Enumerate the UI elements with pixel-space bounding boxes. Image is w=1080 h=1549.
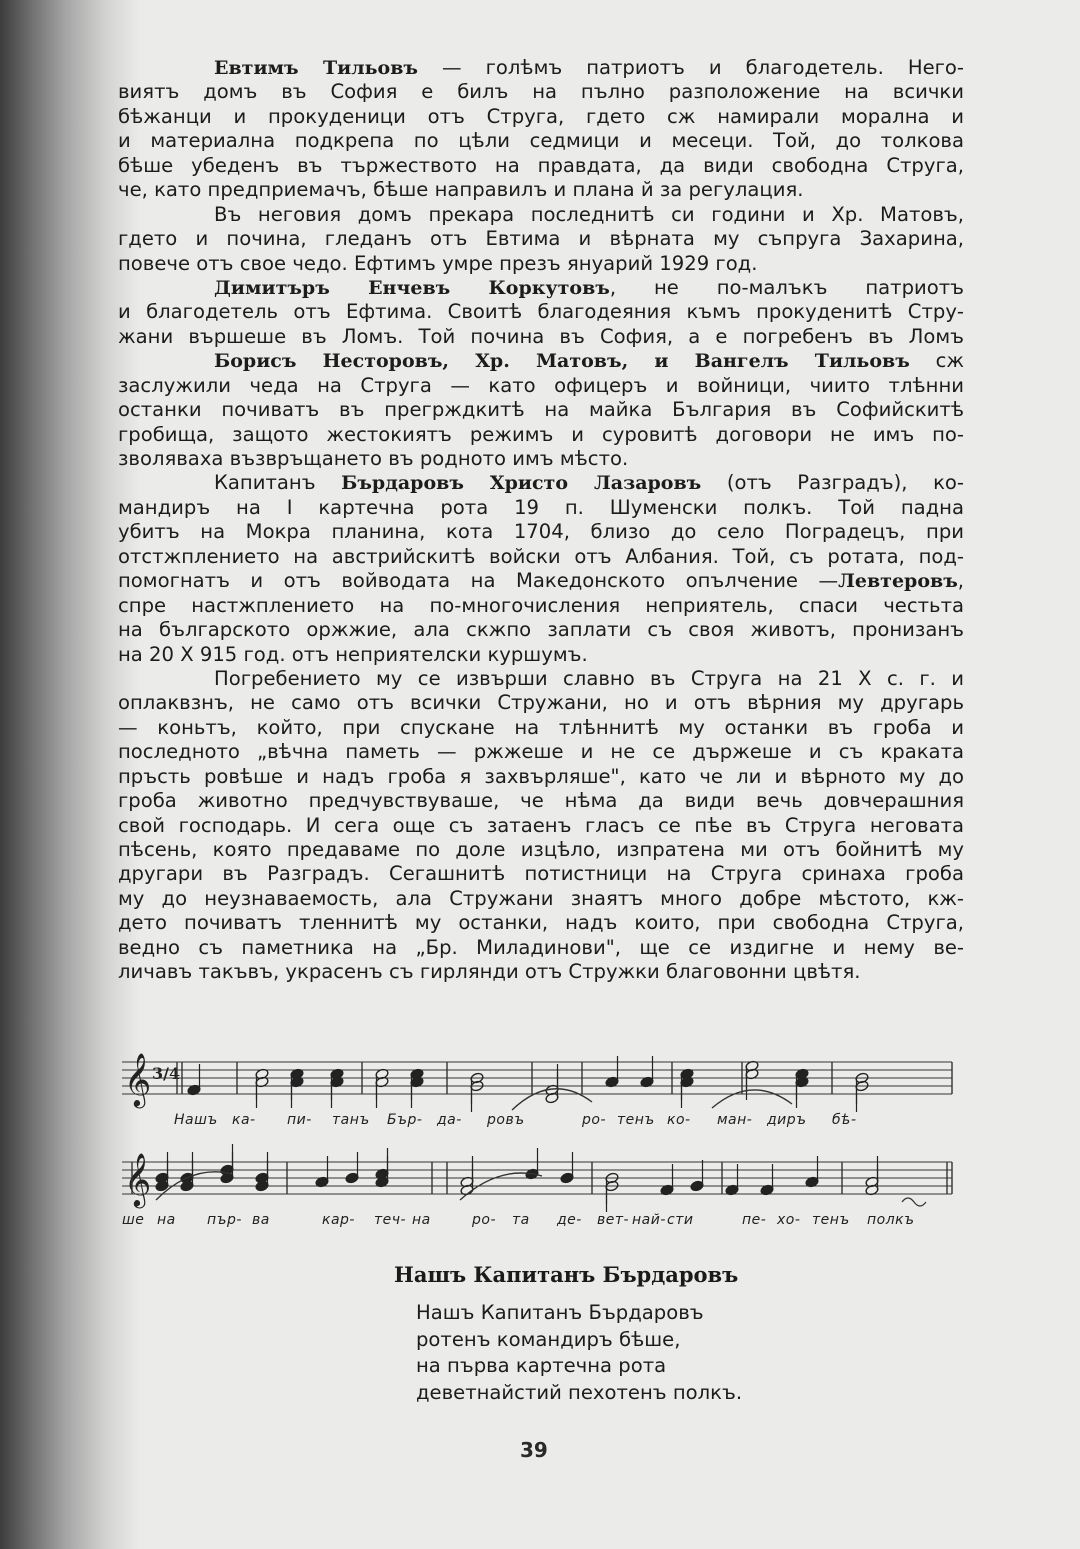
line-text: — коньтъ, който, при спускане на тлѣннитѣ му останки въ гроба и bbox=[118, 715, 964, 739]
line-text: , не по-малъкъ патриотъ bbox=[609, 275, 964, 299]
line-text: на 20 X 915 год. отъ неприятелски куршумъ. bbox=[118, 642, 588, 666]
text-line bbox=[118, 618, 964, 642]
line-text: последното „вѣчна паметь — ржжеше и не се държеше и съ краката bbox=[118, 740, 964, 764]
line-text: убитъ на Мокра планина, кота 1704, близо до село Поградецъ, при bbox=[118, 520, 964, 544]
lyric-syllable: на bbox=[412, 1212, 431, 1228]
treble-clef-1: 𝄞 bbox=[124, 1052, 152, 1106]
text-line bbox=[118, 300, 964, 324]
body-text bbox=[118, 56, 964, 985]
text-line bbox=[118, 789, 964, 813]
text-line bbox=[118, 814, 964, 838]
line-text: му до неузнаваемость, ала Стружани знаятъ много добре мѣстото, кж- bbox=[118, 886, 964, 910]
text-line bbox=[118, 643, 964, 667]
text-line bbox=[118, 349, 964, 373]
lyric-syllable: кар- bbox=[322, 1212, 355, 1228]
text-line bbox=[118, 398, 964, 422]
line-text: и благодетель отъ Ефтима. Своитѣ благодеяния къмъ прокуденитѣ Стру- bbox=[118, 300, 964, 324]
lyric-syllable: теч- bbox=[374, 1212, 407, 1228]
lyric-syllable: ман- bbox=[717, 1112, 753, 1128]
text-line bbox=[118, 765, 964, 789]
line-text: бѣше убеденъ въ тържеството на правдата, да види свободна Струга, bbox=[118, 153, 964, 177]
lyric-syllable: ва bbox=[252, 1212, 270, 1228]
bold-name: Евтимъ Тильовъ bbox=[214, 57, 418, 79]
bold-name: Левтеровъ bbox=[838, 570, 958, 593]
line-text: гробища, защото жестокиятъ режимъ и суровитѣ договори не имъ по- bbox=[118, 422, 964, 446]
lyric-syllable: на bbox=[157, 1212, 176, 1228]
lyric-syllable: танъ bbox=[332, 1112, 370, 1128]
lyric-syllable: ше bbox=[122, 1212, 145, 1228]
bold-name: Димитъръ Енчевъ Коркутовъ bbox=[214, 276, 610, 299]
lyric-syllable: Бър- bbox=[387, 1112, 423, 1128]
line-text: мандиръ на I картечна рота 19 п. Шуменски полкъ. Той падна bbox=[118, 495, 964, 519]
line-text: свой господарь. И сега още съ затаенъ гласъ се пѣе въ Струга неговата bbox=[118, 813, 964, 837]
lyric-syllable: де- bbox=[557, 1212, 582, 1228]
lyric-syllable: ро- bbox=[472, 1212, 497, 1228]
text-line bbox=[118, 325, 964, 349]
song-title: Нашъ Капитанъ Бърдаровъ bbox=[394, 1262, 739, 1287]
slur-1 bbox=[512, 1089, 592, 1110]
lyric-syllable: ровъ bbox=[487, 1112, 525, 1128]
line-text: пѣсень, която предаваме по доле изцѣло, изпратена ми отъ бойнитѣ му bbox=[118, 838, 964, 861]
line-text: жани вършеше въ Ломъ. Той почина въ София, а е погребенъ въ Ломъ bbox=[118, 324, 964, 348]
text-line bbox=[118, 471, 964, 495]
line-text: — голѣмъ патриотъ и благодетель. Него- bbox=[418, 56, 964, 79]
text-line bbox=[118, 56, 964, 80]
lyric-syllable: полкъ bbox=[867, 1212, 915, 1228]
lyric-syllable: Нашъ bbox=[174, 1112, 218, 1128]
lyric-syllable: ко- bbox=[667, 1112, 691, 1128]
lyric-syllable: тенъ bbox=[617, 1112, 655, 1128]
line-text: дето почиватъ тленнитѣ му останки, надъ които, при свободна Струга, bbox=[118, 911, 964, 935]
lyric-syllable: да- bbox=[437, 1112, 462, 1128]
lyric-syllable: пе- bbox=[742, 1212, 767, 1228]
line-text: бѣжанци и прокуденици отъ Струга, гдето сж намирали морална и bbox=[118, 104, 964, 128]
line-text: спре настжплението на по-многочисления неприятель, спаси честьта bbox=[118, 593, 964, 617]
line-text: останки почиватъ въ прегрждкитѣ на майка България въ Софийскитѣ bbox=[118, 398, 964, 422]
verse-line: деветнайстий пехотенъ полкъ. bbox=[416, 1380, 743, 1404]
line-text: другари въ Разградъ. Сегашнитѣ потистници на Струга сринаха гроба bbox=[118, 862, 964, 886]
line-text: помогнатъ и отъ войводата на Македонското опълчение — bbox=[118, 569, 839, 593]
text-line bbox=[118, 862, 964, 886]
line-text: повече отъ свое чедо. Ефтимъ умре презъ януарий 1929 год. bbox=[118, 251, 758, 275]
line-text: виятъ домъ въ София е билъ на пълно разположение на всички bbox=[118, 80, 964, 104]
lyric-syllable: тенъ bbox=[812, 1212, 850, 1228]
text-line bbox=[118, 960, 964, 984]
text-line bbox=[118, 203, 964, 227]
line-text: Въ неговия домъ прекара последнитѣ си години и Хр. Матовъ, bbox=[214, 202, 964, 226]
lyric-syllable: пър- bbox=[207, 1212, 242, 1228]
text-line bbox=[118, 374, 964, 398]
text-line bbox=[118, 520, 964, 544]
text-line bbox=[118, 667, 964, 691]
line-text: заслужили чеда на Струга — като офицеръ и войници, чиито тлѣнни bbox=[118, 373, 964, 397]
bold-name: Борисъ Несторовъ, Хр. Матовъ, и Вангелъ Тильовъ bbox=[214, 350, 910, 373]
bold-name: Бърдаровъ Христо Лазаровъ bbox=[341, 472, 702, 495]
text-line bbox=[118, 911, 964, 935]
text-line bbox=[118, 838, 964, 862]
text-line bbox=[118, 423, 964, 447]
text-line bbox=[118, 447, 964, 471]
notes-line-1 bbox=[187, 1056, 869, 1112]
treble-clef-2: 𝄞 bbox=[124, 1152, 152, 1206]
line-text: , bbox=[957, 569, 964, 593]
text-line bbox=[118, 496, 964, 520]
line-text: на българското оржжие, ала скжпо заплати съ своя животъ, пронизанъ bbox=[118, 618, 964, 642]
time-signature: 3/4 bbox=[152, 1064, 181, 1083]
text-line bbox=[118, 80, 964, 104]
text-line bbox=[118, 594, 964, 618]
text-line bbox=[118, 936, 964, 960]
lyric-syllable: най- bbox=[632, 1212, 666, 1228]
lyric-syllable: ро- bbox=[582, 1112, 607, 1128]
text-line bbox=[118, 252, 964, 276]
text-line bbox=[118, 887, 964, 911]
line-text: и материална подкрепа по цѣли седмици и месеци. Той, до толкова bbox=[118, 129, 964, 153]
line-text: (отъ Разградъ), ко- bbox=[701, 471, 964, 495]
slur-2 bbox=[712, 1090, 792, 1108]
text-line bbox=[118, 227, 964, 251]
text-line bbox=[118, 105, 964, 129]
line-text: Погребението му се извърши славно въ Струга на 21 X с. г. и bbox=[214, 666, 964, 690]
song-verse bbox=[416, 1300, 742, 1406]
lyric-syllable: хо- bbox=[777, 1212, 801, 1228]
verse-line: ротенъ командиръ бѣше, bbox=[416, 1327, 681, 1351]
text-line bbox=[118, 545, 964, 569]
line-text: оплаквзнъ, не само отъ всички Стружани, но и отъ вѣрния му другарь bbox=[118, 691, 964, 715]
line-text: отстжплението на австрийскитѣ войски отъ Албания. Той, съ ротата, под- bbox=[118, 544, 964, 568]
text-line bbox=[118, 691, 964, 715]
line-text: личавъ такъвъ, украсенъ съ гирлянди отъ Стружки благовонни цвѣтя. bbox=[118, 960, 861, 984]
lyric-syllable: вет- bbox=[597, 1212, 630, 1228]
line-text: че, като предприемачъ, бѣше направилъ и плана й за регулация. bbox=[118, 178, 804, 202]
lyric-syllable: та bbox=[512, 1212, 530, 1228]
line-text: пръсть ровѣше и надъ гроба я захвърляше", като че ли и вѣрното му до bbox=[118, 764, 964, 788]
page-number: 39 bbox=[520, 1438, 548, 1462]
text-line bbox=[118, 276, 964, 300]
lyric-syllable: пи- bbox=[287, 1112, 312, 1128]
line-text: гдето и почина, гледанъ отъ Евтима и вѣрната му съпруга Захарина, bbox=[118, 227, 964, 251]
verse-line: Нашъ Капитанъ Бърдаровъ bbox=[416, 1301, 704, 1324]
music-notation bbox=[112, 1052, 962, 1257]
end-flourish bbox=[902, 1198, 926, 1206]
text-line bbox=[118, 178, 964, 202]
lyric-syllable: бѣ- bbox=[832, 1112, 857, 1128]
line-text: гроба животно предчувствуваше, че нѣма да види вечь довчерашния bbox=[118, 789, 964, 813]
text-line bbox=[118, 154, 964, 178]
line-text: зволяваха възвръщането въ родното имъ мѣсто. bbox=[118, 447, 629, 470]
lyric-syllable: сти bbox=[667, 1212, 694, 1228]
bar-lines bbox=[132, 1062, 952, 1194]
verse-line: на първа картечна рота bbox=[416, 1354, 667, 1377]
staff-1 bbox=[122, 1062, 952, 1094]
text-line bbox=[118, 129, 964, 153]
line-text: сж bbox=[909, 349, 964, 373]
paragraphs bbox=[118, 56, 964, 985]
line-text: ведно съ паметника на „Бр. Миладинови", ще се издигне и нему ве- bbox=[118, 935, 964, 959]
text-line bbox=[118, 716, 964, 740]
lyric-syllable: диръ bbox=[767, 1112, 807, 1128]
text-line bbox=[118, 740, 964, 764]
lyric-syllable: ка- bbox=[232, 1112, 256, 1128]
line-text: Капитанъ bbox=[214, 471, 342, 495]
text-line bbox=[118, 569, 964, 593]
